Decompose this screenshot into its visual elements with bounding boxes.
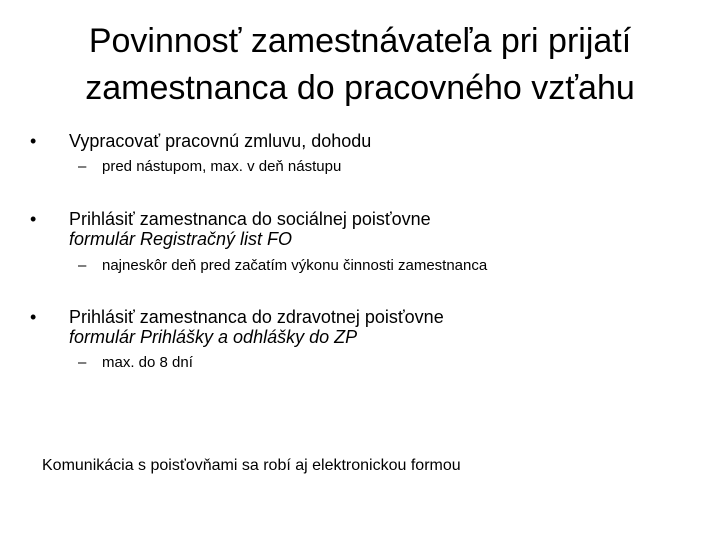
sub-bullet-text: pred nástupom, max. v deň nástupu [102,158,342,175]
sub-bullet-text: najneskôr deň pred začatím výkonu činnosti zamestnanca [102,257,488,274]
bullet-form-name: formulár Prihlášky a odhlášky do ZP [69,327,358,347]
dash-icon: – [78,257,87,274]
sub-bullet-3 [78,354,193,372]
bullet-form-name: formulár Registračný list FO [69,229,293,249]
slide-title-line-2: zamestnanca do pracovného vzťahu [85,69,635,107]
bullet-text: Prihlásiť zamestnanca do sociálnej poisťovne [69,209,431,229]
bullet-icon: • [30,131,37,151]
slide-title-line-1: Povinnosť zamestnávateľa pri prijatí [88,22,632,60]
bullet-icon: • [30,209,37,229]
bullet-text: Prihlásiť zamestnanca do zdravotnej poisťovne [69,307,444,327]
dash-icon: – [78,158,87,175]
dash-icon: – [78,354,87,371]
sub-bullet-text: max. do 8 dní [102,354,193,371]
bullet-text: Vypracovať pracovnú zmluvu, dohodu [69,131,372,151]
slide-title [20,18,700,112]
bullet-icon: • [30,307,37,327]
footer-note: Komunikácia s poisťovňami sa robí aj elektronickou formou [42,457,461,474]
sub-bullet-2 [78,257,487,275]
sub-bullet-1 [78,158,341,176]
